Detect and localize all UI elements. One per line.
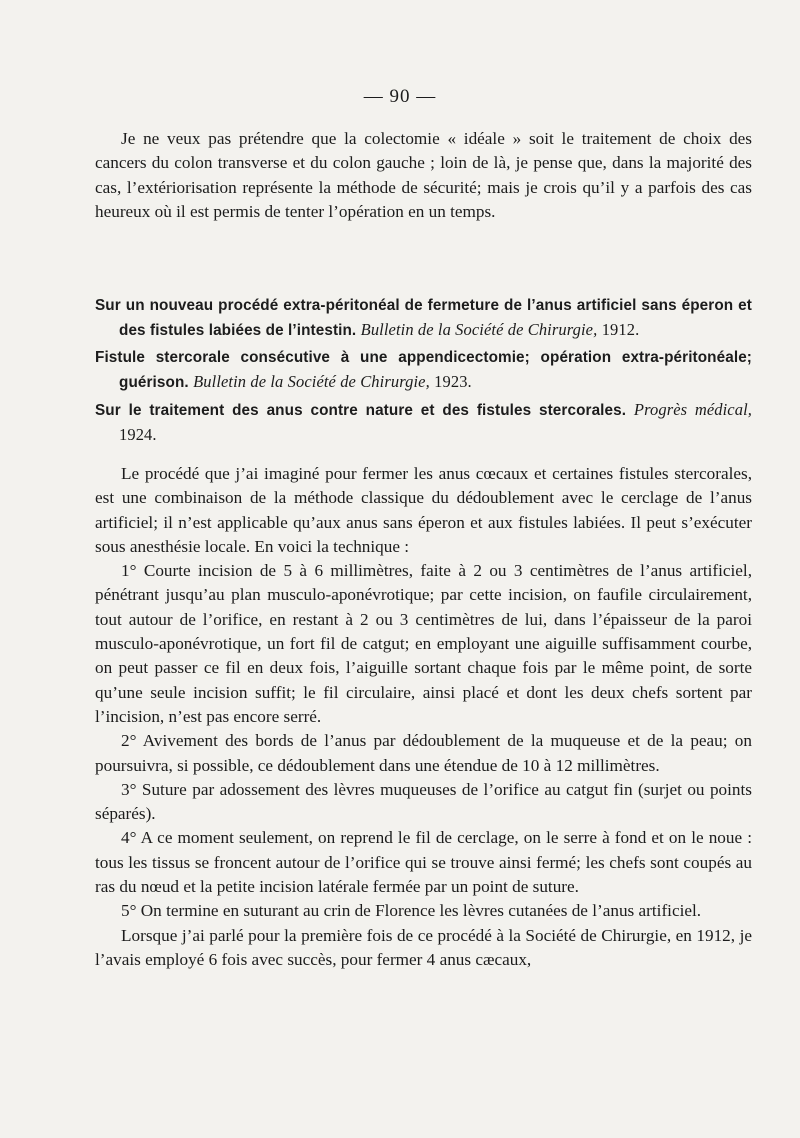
technique-step-3: 3° Suture par adossement des lèvres muqueuses de l’orifice au catgut fin (surjet ou points séparés). — [95, 779, 752, 824]
reference-title: Sur un nouveau procédé extra-péritonéal de fermeture de l’anus artificiel sans éperon et des fistules labiées de l’intestin. — [95, 297, 752, 339]
page-number: — 90 — — [363, 86, 437, 107]
technique-step-4: 4° A ce moment seulement, on reprend le fil de cerclage, on le serre à fond et on le noue : tous les tissus se froncent autour de l’orifice qui se trouve ainsi fermé; les chefs sont coupés au ras du nœud et la petite incision latérale fermée par un point de suture. — [95, 828, 752, 897]
reference-title: Sur le traitement des anus contre nature et des fistules stercorales. — [95, 402, 627, 419]
reference-entry — [95, 398, 752, 448]
reference-year: 1923. — [434, 372, 472, 391]
reference-year: 1912. — [601, 320, 640, 339]
technique-step-5: 5° On termine en suturant au crin de Florence les lèvres cutanées de l’anus artificiel. — [121, 901, 702, 921]
reference-entry — [95, 346, 752, 395]
reference-source: Bulletin de la Société de Chirurgie, — [360, 320, 598, 339]
technique-step-1: 1° Courte incision de 5 à 6 millimètres, faite à 2 ou 3 centimètres de l’anus artificiel, pénétrant jusqu’au plan musculo-aponévrotique; par cette incision, on faufile circulairement, tout autour de l’orifice, en restant à 2 ou 3 centimètres de lui, dans l’épaisseur de la paroi musculo-aponévrotique, un fort fil de catgut; en employant une aiguille suffisamment courbe, on peut passer ce fil en deux fois, l’aiguille sortant chaque fois par le même point, de sorte qu’une seule incision suffit; le fil circulaire, ainsi placé et dont les deux chefs sortent par l’incision, n’est pas encore serré. — [95, 561, 752, 726]
main-text — [95, 462, 752, 972]
bibliography-list — [95, 294, 752, 451]
reference-title: Fistule stercorale consécutive à une appendicectomie; opération extra-péritonéale; guérison. — [95, 349, 752, 391]
reference-year: 1924. — [119, 425, 157, 444]
reference-source: Progrès médical, — [633, 400, 752, 419]
intro-paragraph: Je ne veux pas prétendre que la colectomie « idéale » soit le traitement de choix des cancers du colon transverse et du colon gauche ; loin de là, je pense que, dans la majorité des cas, l’extériorisation représente la méthode de sécurité; mais je crois qu’il y a parfois des cas heureux où il est permis de tenter l’opération en un temps. — [95, 129, 752, 221]
reference-source: Bulletin de la Société de Chirurgie, — [193, 372, 430, 391]
technique-step-2: 2° Avivement des bords de l’anus par dédoublement de la muqueuse et de la peau; on poursuivra, si possible, ce dédoublement dans une étendue de 10 à 12 millimètres. — [95, 731, 752, 775]
intro-section — [95, 127, 752, 224]
paragraph: Lorsque j’ai parlé pour la première fois de ce procédé à la Société de Chirurgie, en 1912, je l’avais employé 6 fois avec succès, pour fermer 4 anus cæcaux, — [95, 925, 752, 969]
reference-entry — [95, 294, 752, 343]
paragraph: Le procédé que j’ai imaginé pour fermer les anus cœcaux et certaines fistules stercorales, est une combinaison de la méthode classique du dédoublement avec le cerclage de l’anus artificiel; il n’est applicable qu’aux anus sans éperon et aux fistules labiées. Il peut s’exécuter sous anesthésie locale. En voici la technique : — [95, 464, 752, 556]
